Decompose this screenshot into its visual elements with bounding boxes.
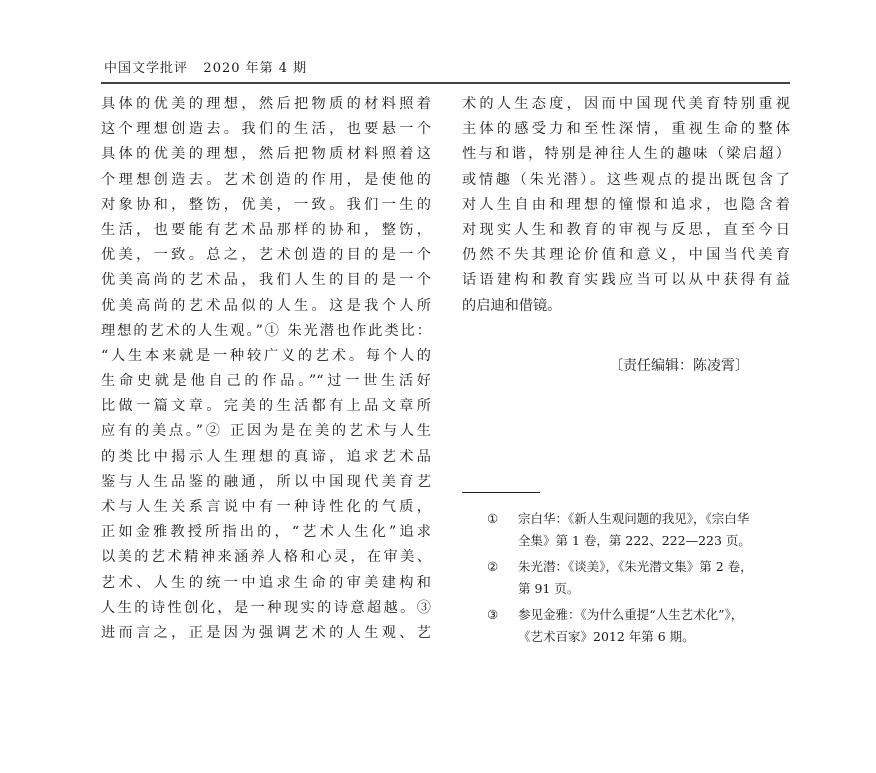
footnote-number: ②	[487, 559, 499, 574]
footnote	[487, 556, 792, 600]
text-line: 仍然不失其理论价值和意义，中国当代美育	[462, 247, 790, 264]
footnote-line: 宗白华：《新人生观问题的我见》，《宗白华	[518, 511, 750, 526]
text-line: 生命史就是他自己的作品。”“过一世生活好	[101, 373, 431, 390]
editor-note: 〔责任编辑：陈凌霄〕	[609, 358, 749, 374]
text-line: 生活，也要能有艺术品那样的协和，整饬，	[101, 221, 431, 238]
text-line: “人生本来就是一种较广义的艺术。每个人的	[101, 347, 431, 364]
text-line: 对现实人生和教育的审视与反思，直至今日	[462, 221, 790, 238]
footnote	[487, 508, 792, 552]
footnote-number: ③	[487, 607, 499, 622]
text-line: 以美的艺术精神来涵养人格和心灵，在审美、	[101, 549, 431, 566]
text-line: 这个理想创造去。我们的生活，也要悬一个	[101, 121, 431, 138]
text-line: 具体的优美的理想，然后把物质的材料照着	[101, 96, 431, 112]
text-line: 话语建构和教育实践应当可以从中获得有益	[462, 272, 790, 289]
text-line: 对人生自由和理想的憧憬和追求，也隐含着	[462, 196, 790, 213]
text-line: 性与和谐，特别是神往人生的趣味（梁启超）	[462, 146, 790, 163]
footnote-rule	[462, 492, 540, 493]
text-line: 优美高尚的艺术品，我们人生的目的是一个	[101, 272, 431, 289]
text-line: 具体的优美的理想，然后把物质材料照着这	[101, 146, 431, 163]
text-line: 对象协和，整饬，优美，一致。我们一生的	[101, 196, 431, 213]
running-header	[104, 57, 307, 76]
issue-label: 2020 年第 4 期	[203, 61, 308, 76]
text-line: 优美高尚的艺术品似的人生。这是我个人所	[101, 297, 431, 314]
text-line: 理想的艺术的人生观。”① 朱光潜也作此类比：	[101, 322, 431, 339]
right-column	[462, 92, 790, 319]
footnote-line: 全集》第 1 卷，第 222、222—223 页。	[518, 533, 751, 548]
text-line: 的类比中揭示人生理想的真谛，追求艺术品	[101, 448, 431, 465]
footnote-number: ①	[487, 511, 499, 526]
text-line: 应有的美点。”② 正因为是在美的艺术与人生	[101, 423, 431, 440]
text-line: 进而言之，正是因为强调艺术的人生观、艺	[101, 624, 431, 641]
footnote-line: 朱光潜：《谈美》，《朱光潜文集》第 2 卷，	[518, 559, 753, 574]
text-line: 人生的诗性创化，是一种现实的诗意超越。③	[101, 599, 431, 616]
text-line: 的启迪和借镜。	[462, 297, 562, 314]
text-line: 或情趣（朱光潜）。这些观点的提出既包含了	[462, 171, 790, 188]
text-line: 鉴与人生品鉴的融通，所以中国现代美育艺	[101, 473, 431, 490]
footnote-line: 第 91 页。	[518, 581, 580, 596]
header-rule	[101, 82, 790, 84]
footnotes	[487, 508, 792, 652]
footnote-line: 参见金雅：《为什么重提“人生艺术化”》，	[518, 607, 744, 622]
text-line: 正如金雅教授所指出的，“艺术人生化”追求	[101, 524, 431, 541]
text-line: 个理想创造去。艺术创造的作用，是使他的	[101, 171, 431, 188]
text-line: 术的人生态度，因而中国现代美育特别重视	[462, 96, 790, 112]
journal-title: 中国文学批评	[104, 61, 189, 76]
text-line: 优美，一致。总之，艺术创造的目的是一个	[101, 247, 431, 264]
text-line: 主体的感受力和至性深情，重视生命的整体	[462, 121, 790, 138]
footnote-line: 《艺术百家》2012 年第 6 期。	[518, 629, 695, 644]
footnote	[487, 604, 792, 648]
text-line: 术与人生关系言说中有一种诗性化的气质，	[101, 499, 431, 515]
text-line: 比做一篇文章。完美的生活都有上品文章所	[101, 398, 431, 415]
text-line: 艺术、人生的统一中追求生命的审美建构和	[101, 574, 431, 591]
left-column	[101, 92, 431, 646]
